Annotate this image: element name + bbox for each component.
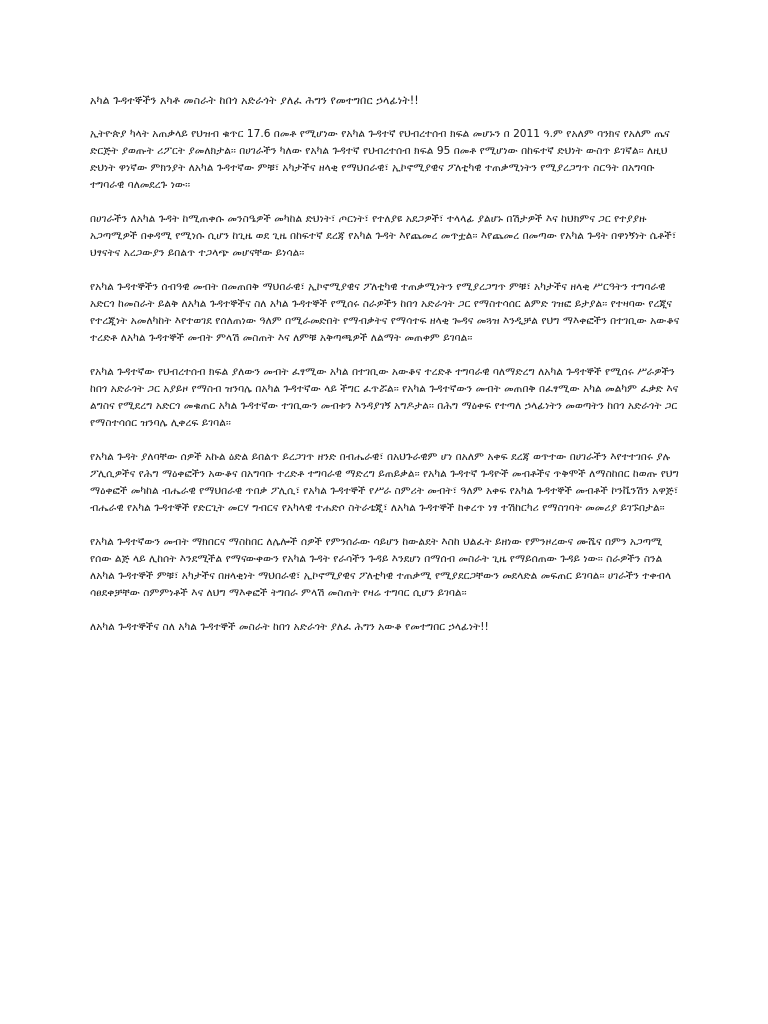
document-page xyxy=(90,92,680,653)
document-title: አካል ጉዳተኞችን አካቶ መስራት ከበጎ አድራጎት ያለፈ ሕግን የመተግበር ኃላፊነት!! xyxy=(90,94,419,107)
paragraph-shared-responsibility: የአካል ጉዳተኛውን መብት ማክበርና ማስከበር ለሌሎች ሰዎች የምንሰራው ሳይሆን ከውልደት እስከ ህልፈት ይዘነው የምንዞረውና ሙሼና በምን አጋጣሚ የሰው ልጅ ላይ ሊከሰት እንደሚችል የማናውቀውን የአካል ጉዳት የራሳችን ጉዳይ እንደሆነ በማሰብ መስራት ጊዜ የማይሰጠው ጉዳይ ነው፡፡ ስራዎችን ስንል ለአካል ጉዳተኞች ምቹ፣ አካታችና በዘላቂነት ማህበራዊ፣ ኢኮኖሚያዊና ፖለቲካዊ ተጠቃሚ የሚያደርጋቸውን መደላድል መፍጠር ይገባል፡፡ ሀገራችን ተቀብላ ሳፀደቀቻቸው ስምምነቶች እና ለህግ ማእቀፎች ትግበራ ምላሽ መስጠት የዛሬ ተግባር ሲሆን ይገባል፡፡ xyxy=(90,536,672,599)
paragraph-charity-tendency: የአካል ጉዳተኛው የህብረተሰብ ክፍል ያለውን መብት ፈፃሚው አካል በተገቢው አውቆና ተረድቶ ተግባራዊ ባለማድረግ ለአካል ጉዳተኞች የሚሰሩ ሥራዎችን ከበጎ አድራጎት ጋር አያይዞ የማስብ ዝንባሌ በአካል ጉዳተኛው ላይ ችግር ፈጥሯል፡፡ የአካል ጉዳተኛውን መብት መጠበቅ በፈፃሚው አካል መልካም ፈቃድ እና ልግስና የሚደረግ አድርጎ መቁጠር አካል ጉዳተኛው ተገቢውን መብቱን እንዳያገኝ አግዶታል፡፡ በሕግ ማዕቀፍ የተጣለ ኃላፊነትን መወጣትን ከበጎ አድራጎት ጋር የማስተሳሰር ዝንባሌ ሊቀረፍ ይገባል፡፡ xyxy=(90,366,679,429)
paragraph-causes: በሀገራችን ለአካል ጉዳት ከሚጠቀሱ መንስዔዎች መካከል ድህነት፣ ጦርነት፣ የተለያዩ አደጋዎች፣ ተላላፊ ያልሆኑ በሽታዎች እና ከህክምና ጋር የተያያዙ አጋጣሚዎች በቀዳሚ የሚነሱ ሲሆን ከጊዜ ወደ ጊዜ በከፍተኛ ደረጃ የአካል ጉዳት እየጨመረ መጥቷል፡፡ እየጨመረ በመጣው የአካል ጉዳት በዋነኝነት ሴቶች፣ ህፃናትና አረጋውያን ይበልጥ ተጋላጭ መሆናቸው ይነሳል፡፡ xyxy=(90,213,677,259)
paragraph-statistics: ኢትዮጵያ ካላት አጠቃላይ የህዝብ ቁጥር 17.6 በመቶ የሚሆነው የአካል ጉዳተኛ የህብረተሰብ ክፍል መሆኑን በ 2011 ዓ.ም የአለም ባንክና የአለም ጤና ድርጅት ያወጡት ሪፖርት ያመለክታል፡፡ በሀገራችን ካለው የአካል ጉዳተኛ የህብረተሰብ ክፍል 95 በመቶ የሚሆነው በከፍተኛ ድህነት ውስጥ ይገኛል፡፡ ለዚህ ድህነት ዋነኛው ምክንያት ለአካል ጉዳተኛው ምቹ፣ አካታችና ዘላቂ የማህበራዊ፣ ኢኮኖሚያዊና ፖለቲካዊ ተጠቃሚነትን የሚያረጋግጥ ስርዓት በአግባቡ ተግባራዊ ባለመደረጉ ነው፡፡ xyxy=(90,128,670,191)
closing-statement: ለአካል ጉዳተኞችና ስለ አካል ጉዳተኞች መስራት ከበጎ አድራጎት ያለፈ ሕግን አውቆ የመተግበር ኃላፊነት!! xyxy=(90,621,489,633)
paragraph-rights-approach: የአካል ጉዳተኞችን ሰብዓዊ መብት በመጠበቅ ማህበራዊ፣ ኢኮኖሚያዊና ፖለቲካዊ ተጠቃሚነትን የሚያረጋግጥ ምቹ፣ አካታችና ዘላቂ ሥርዓትን ተግባራዊ አድርጎ ከመስራት ይልቅ ለአካል ጉዳተኞችና ስለ አካል ጉዳተኞች የሚሰሩ ስራዎችን ከበጎ አድራጎት ጋር የማስተሳሰር ልምድ ገዝፎ ይታያል፡፡ የተዛባው የረጂና የተረጂነት አመለካከት እየተወገደ የሰለጠነው ዓለም በሚራመድበት የማብቃትና የማሳተፍ ዘላቂ ጐዳና መጓዝ እንዲቻል የህግ ማእቀፎችን በተገቢው አውቆና ተረድቶ ለአካል ጉዳተኞች መብት ምላሽ መስጠት እና ለምቹ አቅጣጫዎች ለልማት መጠቀም ይገባል፡፡ xyxy=(90,281,680,344)
paragraph-legal-frameworks: የአካል ጉዳት ያለባቸው ሰዎች አኩል ዕድል ይበልጥ ይረጋገጥ ዘንድ በብሔራዊ፣ በአህጉራዊም ሆነ በአለም አቀፍ ደረጃ ወጥተው በሀገራችን እየተተገበሩ ያሉ ፖሊሲዎችና የሕግ ማዕቀፎችን አውቆና በአግባቡ ተረድቶ ተግባራዊ ማድረግ ይጠይቃል፡፡ የአካል ጉዳተኛ ጉዳዮች መብቶችና ጥቅሞች ለማስከበር ከወጡ የህግ ማዕቀፎች መካከል ብሔራዊ የማህበራዊ ጥበቃ ፖሊሲ፣ የአካል ጉዳተኞች የሥራ ስምሪት መብት፣ ዓለም አቀፍ የአካል ጉዳተኞች መብቶች ኮንቬንሽን አዋጅ፣ ብሔራዊ የአካል ጉዳተኞች የድርጊት መርሃ ግብርና የአካላዊ ተሐድሶ ስትራቴጂ፣ ለአካል ጉዳተኞች ከቀረጥ ነፃ ተሽከርካሪ የማስገባት መመሪያ ይገኙበታል፡፡ xyxy=(90,451,679,514)
